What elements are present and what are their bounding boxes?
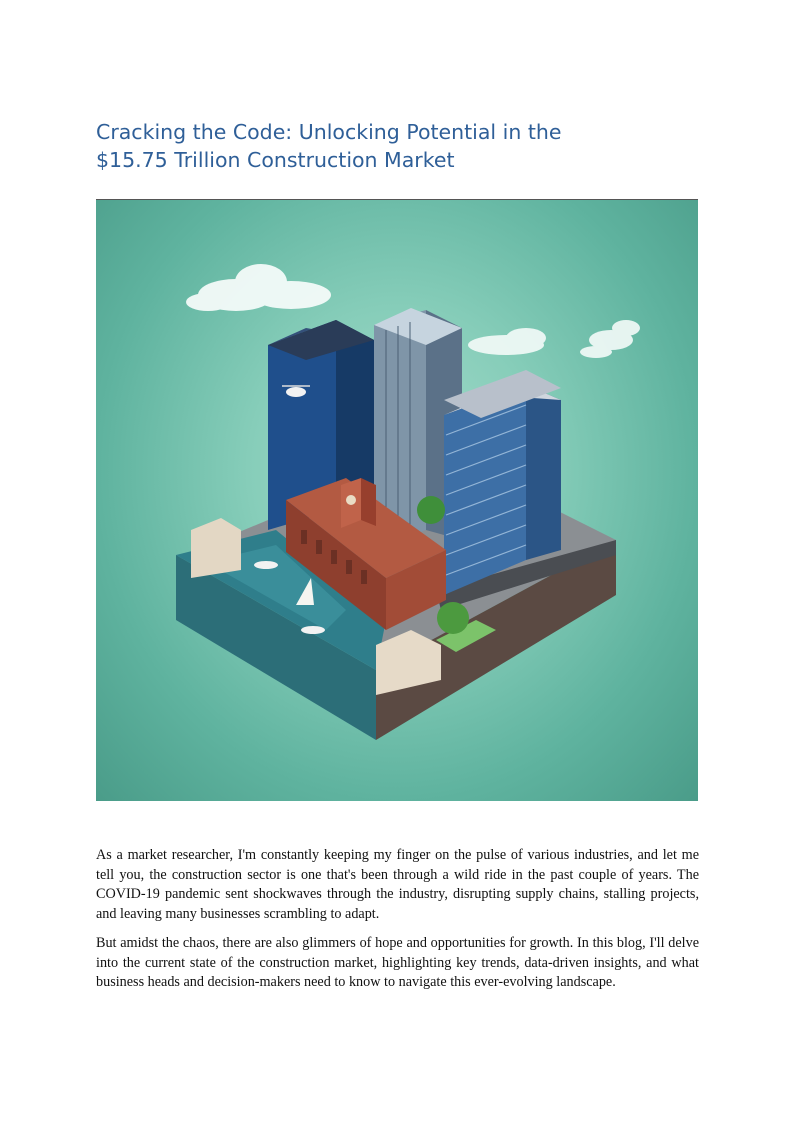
cloud-left (186, 264, 331, 311)
article-title-line-1: Cracking the Code: Unlocking Potential in the (96, 120, 562, 144)
motorboat-1 (301, 626, 325, 634)
hero-illustration (96, 199, 698, 801)
beige-building-left (191, 518, 241, 578)
article-title-line-2: $15.75 Trillion Construction Market (96, 148, 455, 172)
paragraph-1: As a market researcher, I'm constantly keeping my finger on the pulse of various industries, and let me tell you, the construction sector is one that's been through a wild ride in the past couple of years. The COVID-19 pandemic sent shockwaves through the industry, disrupting supply chains, stalling projects, and leaving many businesses scrambling to adapt. (96, 847, 699, 922)
tree-2 (437, 602, 469, 634)
motorboat-2 (254, 561, 278, 569)
isometric-city-illustration (96, 200, 698, 801)
tree-1 (417, 496, 445, 524)
clock-tower (341, 478, 376, 528)
cloud-right (468, 320, 640, 358)
article-title (96, 118, 696, 174)
paragraph-2: But amidst the chaos, there are also glimmers of hope and opportunities for growth. In this blog, I'll delve into the current state of the construction market, highlighting key trends, data-driven insights, and what business heads and decision-makers need to know to navigate this ever-evolving landscape. (96, 935, 699, 990)
article-body (96, 846, 699, 1003)
